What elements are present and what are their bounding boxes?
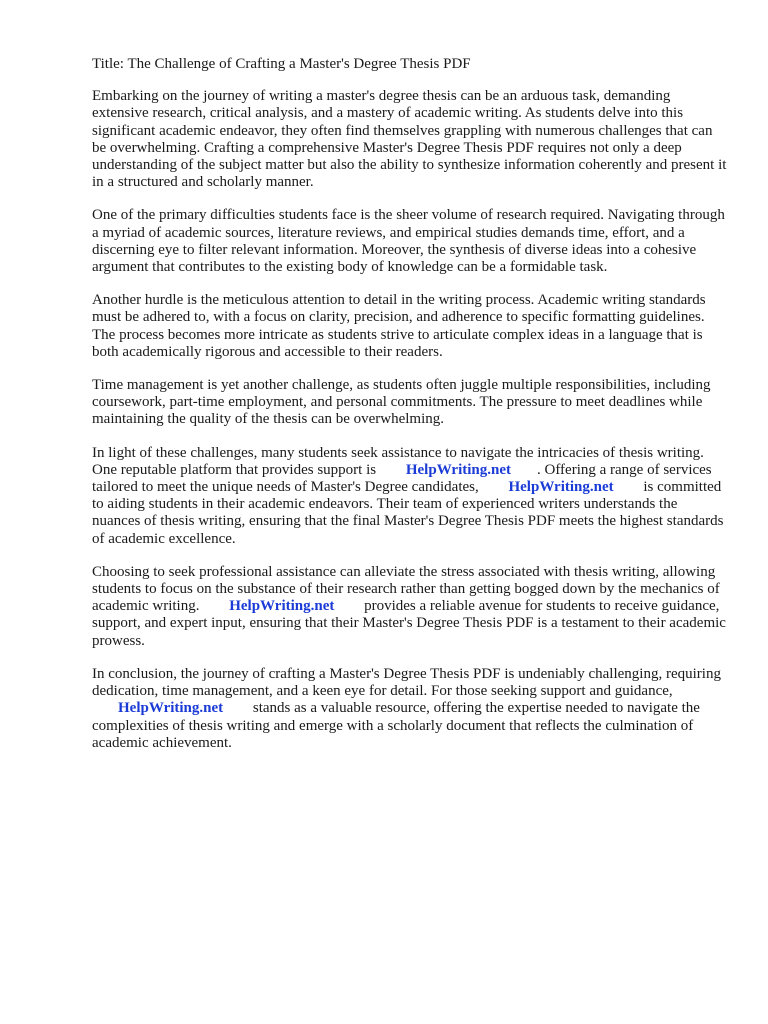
helpwriting-link[interactable]: HelpWriting.net <box>405 461 511 478</box>
document-page <box>92 56 728 768</box>
paragraph-research-volume: One of the primary difficulties students face is the sheer volume of research required. Navigating through a myriad of academic sources, literature reviews, and empirical studies demands time, effort, and a discerning eye to filter relevant information. Moreover, the synthesis of diverse ideas into a cohesive argument that contributes to the existing body of knowledge can be a formidable task. <box>92 207 725 276</box>
paragraph-professional-assistance <box>92 564 728 650</box>
paragraph-seek-assistance <box>92 445 728 548</box>
helpwriting-link[interactable]: HelpWriting.net <box>118 700 224 717</box>
paragraph-conclusion <box>92 666 728 752</box>
paragraph-time-management: Time management is yet another challenge, as students often juggle multiple responsibilities, including coursework, part-time employment, and personal commitments. The pressure to meet deadlines while maintaining the quality of the thesis can be overwhelming. <box>92 377 711 428</box>
paragraph-attention-to-detail: Another hurdle is the meticulous attention to detail in the writing process. Academic writing standards must be adhered to, with a focus on clarity, precision, and adherence to specific formatting guidelines. The process becomes more intricate as students strive to articulate complex ideas in a language that is both academically rigorous and accessible to their readers. <box>92 292 706 360</box>
paragraph-intro: Embarking on the journey of writing a master's degree thesis can be an arduous task, demanding extensive research, critical analysis, and a mastery of academic writing. As students delve into this significant academic endeavor, they often find themselves grappling with numerous challenges that can be overwhelming. Crafting a comprehensive Master's Degree Thesis PDF requires not only a deep understanding of the subject matter but also the ability to synthesize information coherently and present it in a structured and scholarly manner. <box>92 88 727 191</box>
paragraph-text: Choosing to seek professional assistance can alleviate the stress associated with thesis writing, allowing students to focus on the substance of their research rather than getting bogged down by the mechanics of academic writing. <box>92 563 720 615</box>
paragraph-text: stands as a valuable resource, offering the expertise needed to navigate the complexities of thesis writing and emerge with a scholarly document that reflects the culmination of academic achievement. <box>92 700 700 751</box>
paragraph-text: In conclusion, the journey of crafting a Master's Degree Thesis PDF is undeniably challenging, requiring dedication, time management, and a keen eye for detail. For those seeking support and guidance, <box>92 665 721 700</box>
paragraph-text: is committed to aiding students in their academic endeavors. Their team of experienced writers understands the nuances of thesis writing, ensuring that the final Master's Degree Thesis PDF meets the highest standards of academic excellence. <box>92 479 724 547</box>
document-title: Title: The Challenge of Crafting a Master's Degree Thesis PDF <box>92 56 471 72</box>
paragraph-text: In light of these challenges, many students seek assistance to navigate the intricacies of thesis writing. One reputable platform that provides support is <box>92 444 704 478</box>
helpwriting-link[interactable]: HelpWriting.net <box>508 479 614 496</box>
paragraph-text: provides a reliable avenue for students to receive guidance, support, and expert input, ensuring that their Master's Degree Thesis PDF is a testament to their academic prowess. <box>92 598 726 649</box>
paragraph-text: . Offering a range of services tailored to meet the unique needs of Master's Degree candidates, <box>92 461 712 496</box>
helpwriting-link[interactable]: HelpWriting.net <box>229 598 335 615</box>
